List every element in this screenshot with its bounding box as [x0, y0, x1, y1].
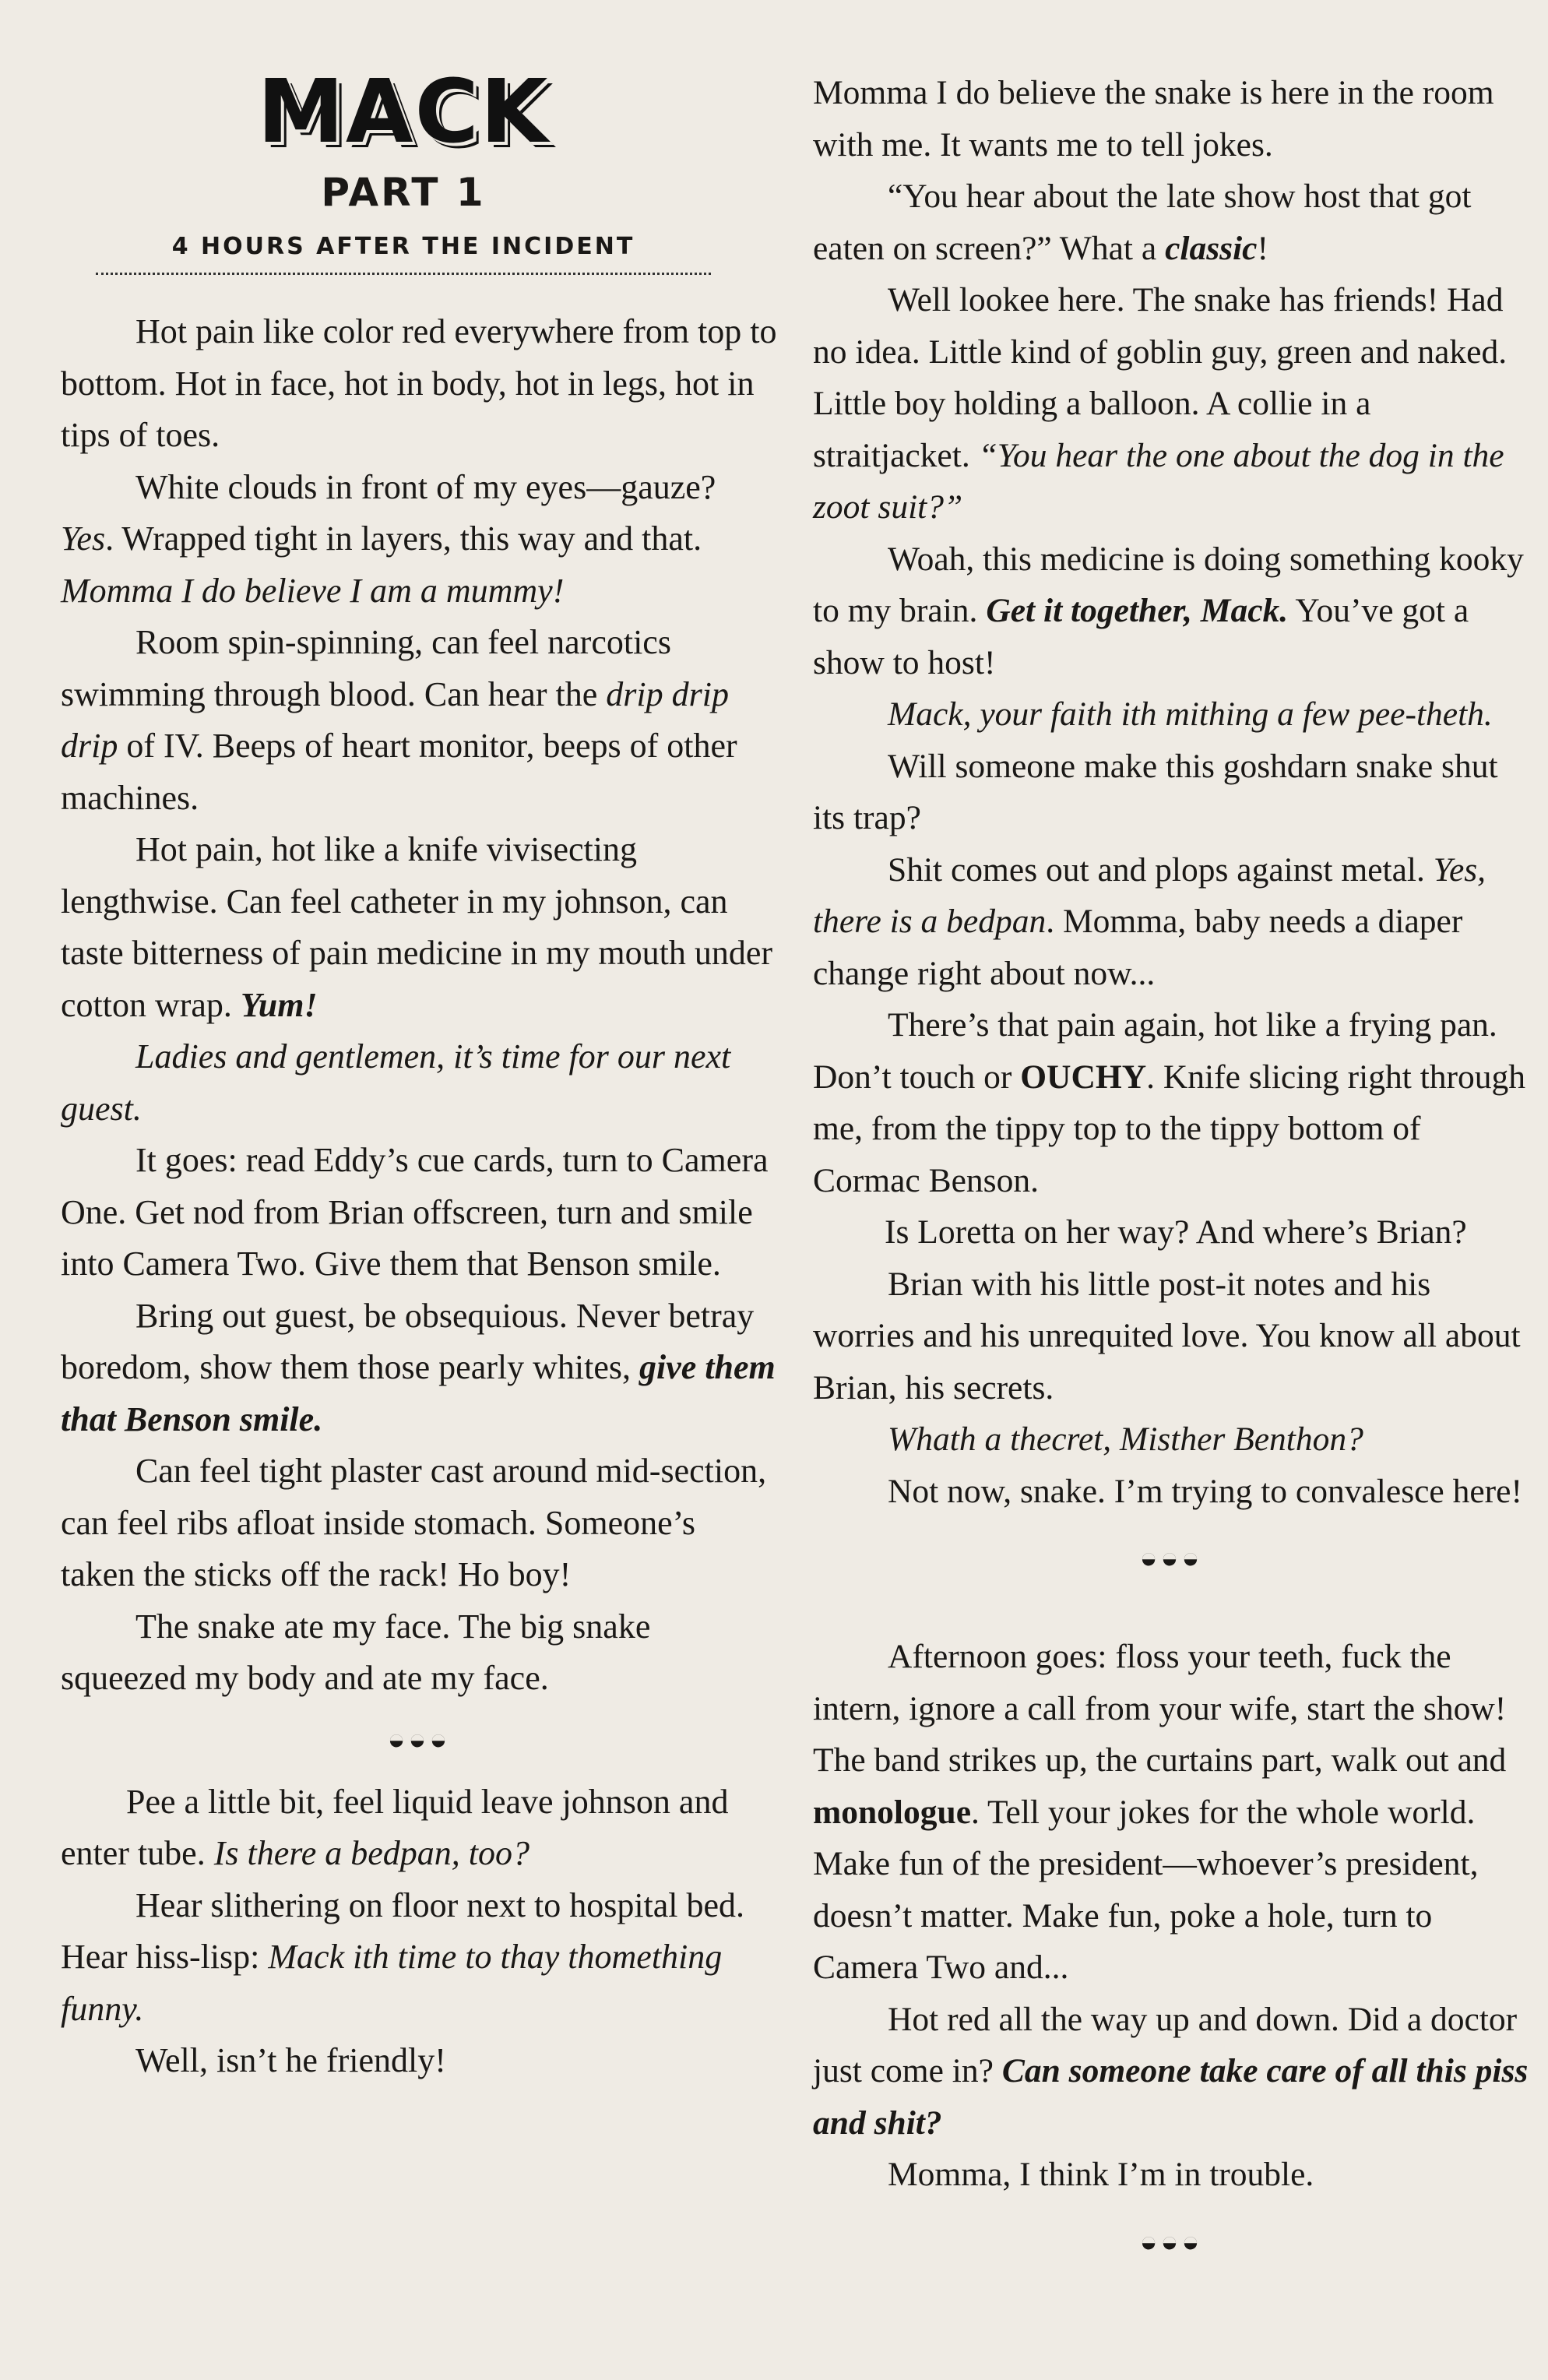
paragraph: Bring out guest, be obsequious. Never betray boredom, show them those pearly whites, give them that Benson smile. [61, 1296, 776, 1438]
paragraph: Hot red all the way up and down. Did a doctor just come in? Can someone take care of all this piss and shit? [813, 2000, 1529, 2142]
paragraph: Hear slithering on floor next to hospital bed. Hear hiss-lisp: Mack ith time to thay thomething funny. [61, 1885, 745, 2028]
section-break-ornament: ◒◒◒ [1139, 1542, 1203, 1575]
part-heading: PART 1 [321, 170, 486, 215]
dotted-divider [96, 273, 711, 275]
paragraph: Whath a thecret, Misther Benthon? [888, 1421, 1363, 1458]
paragraph: Can feel tight plaster cast around mid-section, can feel ribs afloat inside stomach. Someone’s taken the sticks off the rack! Ho boy! [61, 1452, 767, 1593]
paragraph: “You hear about the late show host that got eaten on screen?” What a classic! [813, 178, 1472, 267]
paragraph: Room spin-spinning, can feel narcotics swimming through blood. Can hear the drip drip drip of IV. Beeps of heart monitor, beeps of other machines. [61, 623, 737, 817]
paragraph: Pee a little bit, feel liquid leave johnson and enter tube. Is there a bedpan, too? [61, 1782, 729, 1872]
paragraph: White clouds in front of my eyes—gauze? Yes. Wrapped tight in layers, this way and that. Momma I do believe I am a mummy! [61, 467, 716, 610]
paragraph: Ladies and gentlemen, it’s time for our next guest. [61, 1037, 731, 1128]
paragraph: Hot pain like color red everywhere from top to bottom. Hot in face, hot in body, hot in legs, hot in tips of toes. [61, 312, 777, 454]
chapter-subtitle: 4 HOURS AFTER THE INCIDENT [171, 233, 635, 260]
paragraph: Afternoon goes: floss your teeth, fuck the intern, ignore a call from your wife, start the show! The band strikes up, the curtains part, walk out and monologue. Tell your jokes for the whole world. Make fun of the president—whoever’s president, doesn’t matter. Make fun, poke a hole, turn to Camera Two and... [813, 1638, 1507, 1986]
paragraph: Is Loretta on her way? And where’s Brian? [885, 1213, 1467, 1251]
right-column [813, 67, 1529, 2279]
paragraph: Woah, this medicine is doing something kooky to my brain. Get it together, Mack. You’ve got a show to host! [813, 540, 1524, 681]
paragraph: Hot pain, hot like a knife vivisecting lengthwise. Can feel catheter in my johnson, can taste bitterness of pain medicine in my mouth under cotton wrap. Yum! [61, 830, 773, 1024]
story-title: MACK [257, 62, 550, 163]
left-body [61, 306, 777, 2087]
story-header [61, 0, 746, 275]
section-break-ornament: ◒◒◒ [1139, 2225, 1203, 2259]
paragraph: Will someone make this goshdarn snake shut its trap? [813, 747, 1498, 836]
paragraph: Momma, I think I’m in trouble. [888, 2156, 1314, 2193]
paragraph: Mack, your faith ith mithing a few pee-theth. [888, 695, 1493, 733]
paragraph: Momma I do believe the snake is here in the room with me. It wants me to tell jokes. [813, 74, 1494, 164]
paragraph: The snake ate my face. The big snake squeezed my body and ate my face. [61, 1607, 651, 1697]
paragraph: Shit comes out and plops against metal. Yes, there is a bedpan. Momma, baby needs a diaper change right about now... [813, 850, 1486, 992]
paragraph: Not now, snake. I’m trying to convalesce here! [888, 1472, 1522, 1510]
paragraph: Well lookee here. The snake has friends! Had no idea. Little kind of goblin guy, green and naked. Little boy holding a balloon. A collie in a straitjacket. “You hear the one about the dog in the zoot suit?” [813, 281, 1508, 526]
section-break-ornament: ◒◒◒ [387, 1723, 451, 1756]
paragraph: Well, isn’t he friendly! [135, 2041, 446, 2079]
paragraph: Brian with his little post-it notes and his worries and his unrequited love. You know all about Brian, his secrets. [813, 1265, 1521, 1407]
paragraph: It goes: read Eddy’s cue cards, turn to Camera One. Get nod from Brian offscreen, turn and smile into Camera Two. Give them that Benson smile. [61, 1141, 769, 1283]
left-column [61, 0, 777, 2087]
paragraph: There’s that pain again, hot like a frying pan. Don’t touch or OUCHY. Knife slicing right through me, from the tippy top to the tippy bottom of Cormac Benson. [813, 1006, 1526, 1199]
